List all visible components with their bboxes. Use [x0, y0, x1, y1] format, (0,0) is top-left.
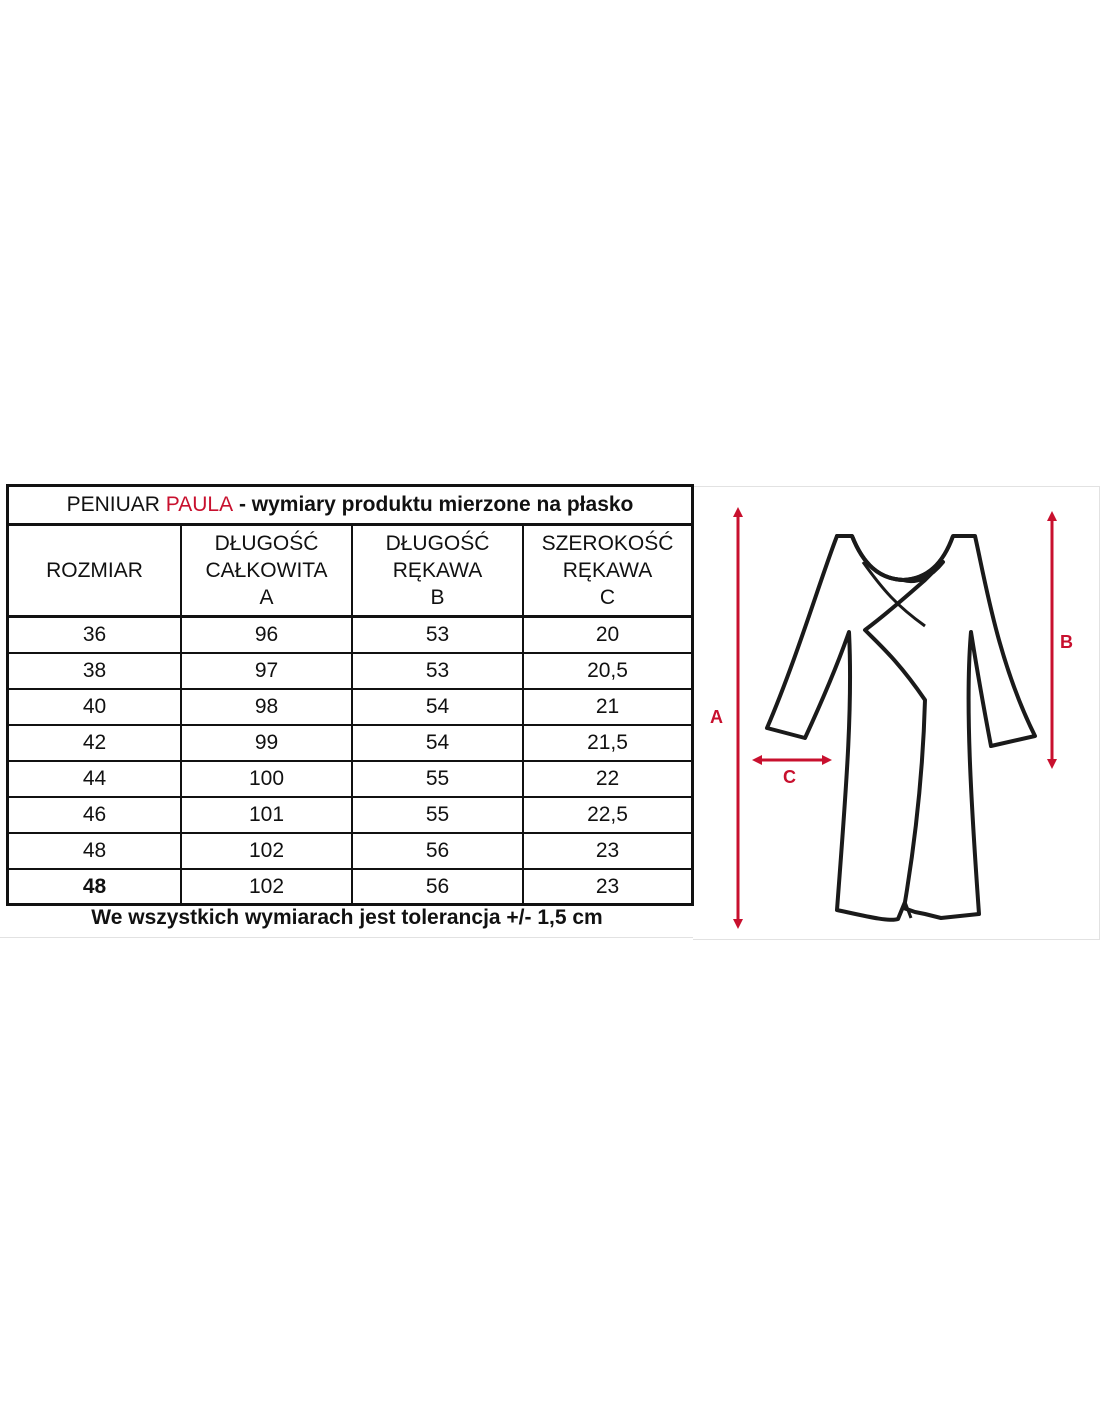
table-cell: 96 [180, 618, 351, 652]
table-subtitle: - wymiary produktu mierzone na płasko [238, 493, 634, 516]
robe-outline [767, 536, 1035, 920]
table-row [9, 870, 691, 904]
divider [0, 937, 693, 938]
table-cell: 48 [82, 875, 107, 898]
table-cell: 98 [180, 690, 351, 724]
header-line: DŁUGOŚĆ [385, 532, 490, 555]
table-cell: 21 [522, 690, 691, 724]
table-cell: 21,5 [522, 726, 691, 760]
table-row [9, 834, 691, 870]
table-row [9, 726, 691, 762]
table-cell: 36 [82, 623, 107, 646]
product-type: PENIUAR [66, 493, 160, 516]
table-cell: 22,5 [522, 798, 691, 832]
header-total-length [180, 526, 351, 615]
label-b: B [1060, 632, 1073, 652]
table-title [9, 487, 691, 526]
table-cell: 42 [82, 731, 107, 754]
header-line: CAŁKOWITA [205, 559, 328, 582]
table-cell: 102 [180, 870, 351, 904]
product-name: PAULA [165, 493, 234, 516]
label-a: A [710, 707, 723, 727]
table-row [9, 690, 691, 726]
tolerance-note: We wszystkich wymiarach jest tolerancja +/- 1,5 cm [91, 906, 603, 929]
table-cell: 54 [351, 690, 522, 724]
measure-b [1052, 516, 1073, 764]
table-row [9, 798, 691, 834]
table-cell: 97 [180, 654, 351, 688]
header-size [9, 526, 180, 615]
table-cell: 55 [351, 762, 522, 796]
table-cell: 101 [180, 798, 351, 832]
table-row [9, 654, 691, 690]
header-sleeve-length [351, 526, 522, 615]
header-line: B [430, 586, 445, 609]
garment-diagram [693, 482, 1100, 940]
header-line: SZEROKOŚĆ [541, 532, 674, 555]
size-table [6, 484, 694, 906]
header-line: RĘKAWA [392, 559, 483, 582]
header-line: C [599, 586, 616, 609]
table-cell: 20,5 [522, 654, 691, 688]
table-cell: 53 [351, 618, 522, 652]
table-cell: 23 [522, 870, 691, 904]
table-cell: 55 [351, 798, 522, 832]
table-row [9, 618, 691, 654]
table-cell: 48 [82, 839, 107, 862]
table-body [9, 618, 691, 904]
table-cell: 53 [351, 654, 522, 688]
table-cell: 44 [82, 767, 107, 790]
header-sleeve-width [522, 526, 691, 615]
label-c: C [783, 767, 796, 787]
table-cell: 20 [522, 618, 691, 652]
table-cell: 38 [82, 659, 107, 682]
table-cell: 56 [351, 834, 522, 868]
measure-a [710, 512, 738, 924]
header-line: DŁUGOŚĆ [214, 532, 319, 555]
table-cell: 40 [82, 695, 107, 718]
table-cell: 102 [180, 834, 351, 868]
table-row [9, 762, 691, 798]
table-header [9, 526, 691, 618]
header-line: RĘKAWA [562, 559, 653, 582]
table-cell: 46 [82, 803, 107, 826]
measure-c [757, 760, 827, 787]
table-cell: 23 [522, 834, 691, 868]
size-chart-card [0, 482, 1100, 940]
header-line: A [259, 586, 274, 609]
table-cell: 56 [351, 870, 522, 904]
table-cell: 22 [522, 762, 691, 796]
table-cell: 99 [180, 726, 351, 760]
table-cell: 100 [180, 762, 351, 796]
table-cell: 54 [351, 726, 522, 760]
header-line: ROZMIAR [46, 559, 143, 582]
